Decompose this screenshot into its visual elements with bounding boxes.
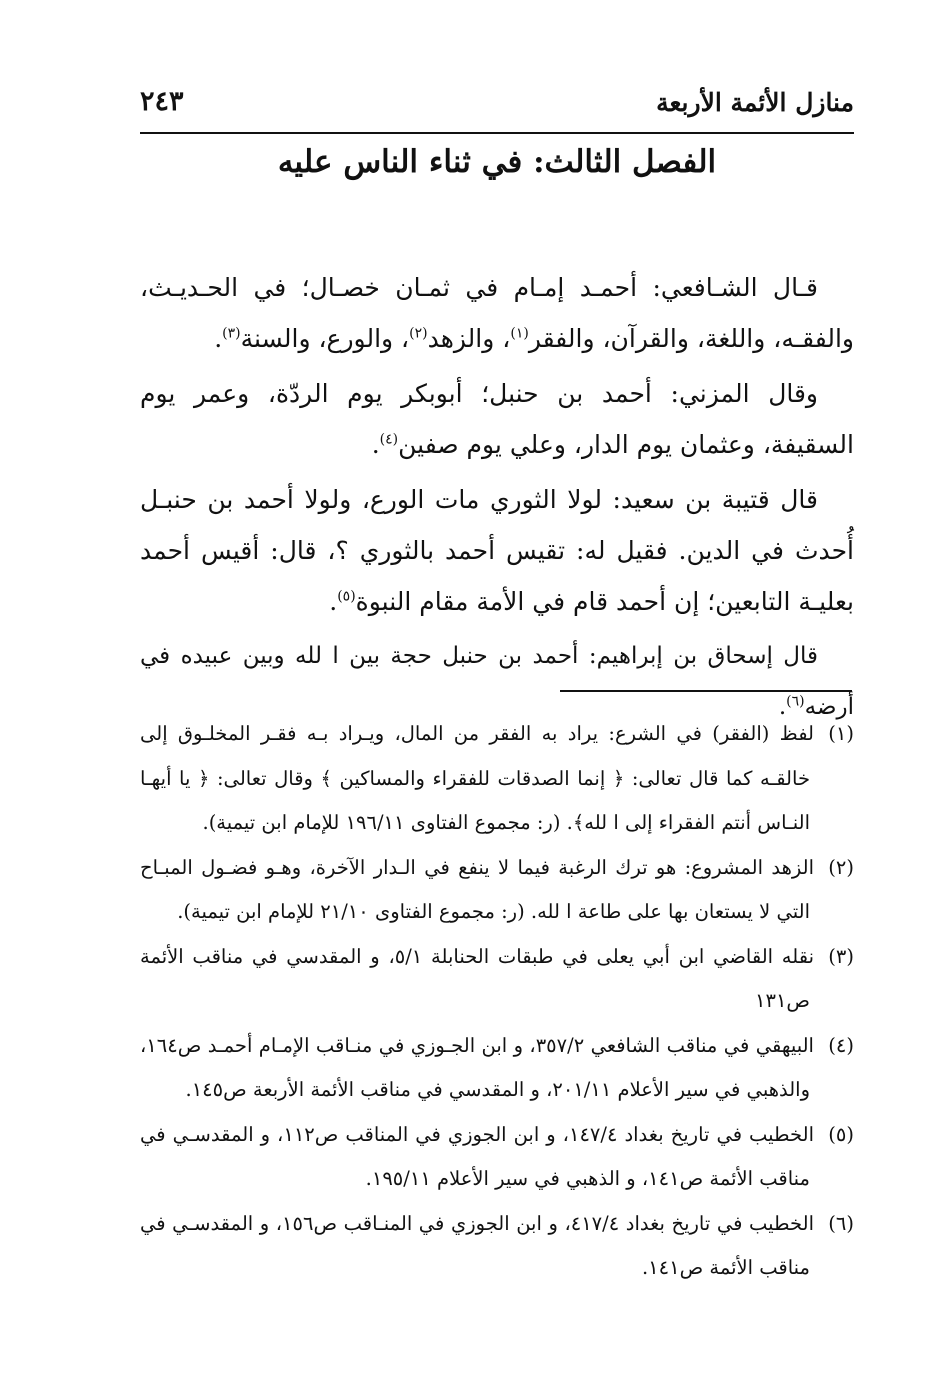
footnote-2 xyxy=(140,846,854,935)
running-title: منازل الأئمة الأربعة xyxy=(656,88,854,117)
paragraph-shafii: قـال الشـافعي: أحمـد إمـام في ثمـان خصـال؛ في الحـديـث، والفقـه، واللغة، والقرآن، والفقر$^{(١)}$، والزهد$^{(٢)}$، والورع، والسنة$^{(٣)}$. xyxy=(140,273,854,353)
main-text xyxy=(140,262,854,737)
paragraph-qutaybah: قال قتيبة بن سعيد: لولا الثوري مات الورع، ولولا أحمد بن حنبـل أُحدث في الدين. فقيل له: تقيس أحمد بالثوري ؟، قال: أقيس أحمد بعليـة التابعين؛ إن أحمد قام في الأمة مقام النبوة$^{(٥)}$. xyxy=(140,485,854,616)
footnote-text: لفظ (الفقر) في الشرع: يراد به الفقر من المال، ويـراد بـه فقـر المخلـوق إلى خالقـه كما قال تعالى: ﴿ إنما الصدقات للفقراء والمساكين ﴾ وقال تعالى: ﴿ يا أيهـا النـاس أنتم الفقراء إلى ا لله﴾. (ر: مجموع الفتاوى ١٩٦/١١ للإمام ابن تيمية). xyxy=(140,722,814,834)
footnote-ref: (٤) xyxy=(379,431,399,448)
footnote-text: الزهد المشروع: هو ترك الرغبة فيما لا ينفع في الـدار الآخرة، وهـو فضـول المبـاح التي لا يستعان بها على طاعة ا لله. (ر: مجموع الفتاوى ٢١/١٠ للإمام ابن تيمية). xyxy=(140,855,814,923)
footnote-number: (٥) xyxy=(828,1122,854,1146)
paragraph-muzani: وقال المزني: أحمد بن حنبل؛ أبوبكر يوم الردّة، وعمر يوم السقيفة، وعثمان يوم الدار، وعلي يوم صفين$^{(٤)}$. xyxy=(140,379,854,459)
footnote-3 xyxy=(140,935,854,1024)
footnote-1 xyxy=(140,712,854,846)
footnote-divider xyxy=(560,690,852,692)
footnote-6 xyxy=(140,1202,854,1291)
header-divider xyxy=(140,132,854,134)
chapter-title: الفصل الثالث: في ثناء الناس عليه xyxy=(277,144,717,180)
footnote-text: الخطيب في تاريخ بغداد ٤١٧/٤، و ابن الجوزي في المنـاقب ص١٥٦، و المقدسـي في مناقب الأئمة ص١٤١. xyxy=(140,1211,814,1279)
footnote-number: (٢) xyxy=(828,855,854,879)
footnote-ref: (٦) xyxy=(786,693,805,710)
page-number: ٢٤٣ xyxy=(140,86,184,117)
footnote-text: نقله القاضي ابن أبي يعلى في طبقات الحنابلة ٥/١، و المقدسي في مناقب الأئمة ص١٣١ xyxy=(140,944,814,1012)
footnote-text: الخطيب في تاريخ بغداد ١٤٧/٤، و ابن الجوزي في المناقب ص١١٢، و المقدسـي في مناقب الأئمة ص١٤١، و الذهبي في سير الأعلام ١٩٥/١١. xyxy=(140,1122,814,1190)
paragraph-ishaq: قال إسحاق بن إبراهيم: أحمد بن حنبل حجة بين ا لله وبين عبيده في أرضه$^{(٦)}$. xyxy=(140,643,854,720)
footnotes xyxy=(140,712,854,1291)
footnote-number: (٣) xyxy=(828,944,854,968)
footnote-number: (١) xyxy=(828,722,854,745)
footnote-5 xyxy=(140,1113,854,1202)
footnote-ref: (٥) xyxy=(337,588,356,605)
footnote-number: (٦) xyxy=(828,1211,854,1235)
footnote-ref: (١) xyxy=(510,325,529,342)
footnote-ref: (٢) xyxy=(409,325,428,342)
footnote-ref: (٣) xyxy=(222,325,241,342)
footnote-4 xyxy=(140,1024,854,1113)
footnote-text: البيهقي في مناقب الشافعي ٣٥٧/٢، و ابن الجـوزي في منـاقب الإمـام أحمـد ص١٦٤، والذهبي في سير الأعلام ٢٠١/١١، و المقدسي في مناقب الأئمة الأربعة ص١٤٥. xyxy=(140,1033,814,1101)
footnote-number: (٤) xyxy=(828,1033,854,1057)
